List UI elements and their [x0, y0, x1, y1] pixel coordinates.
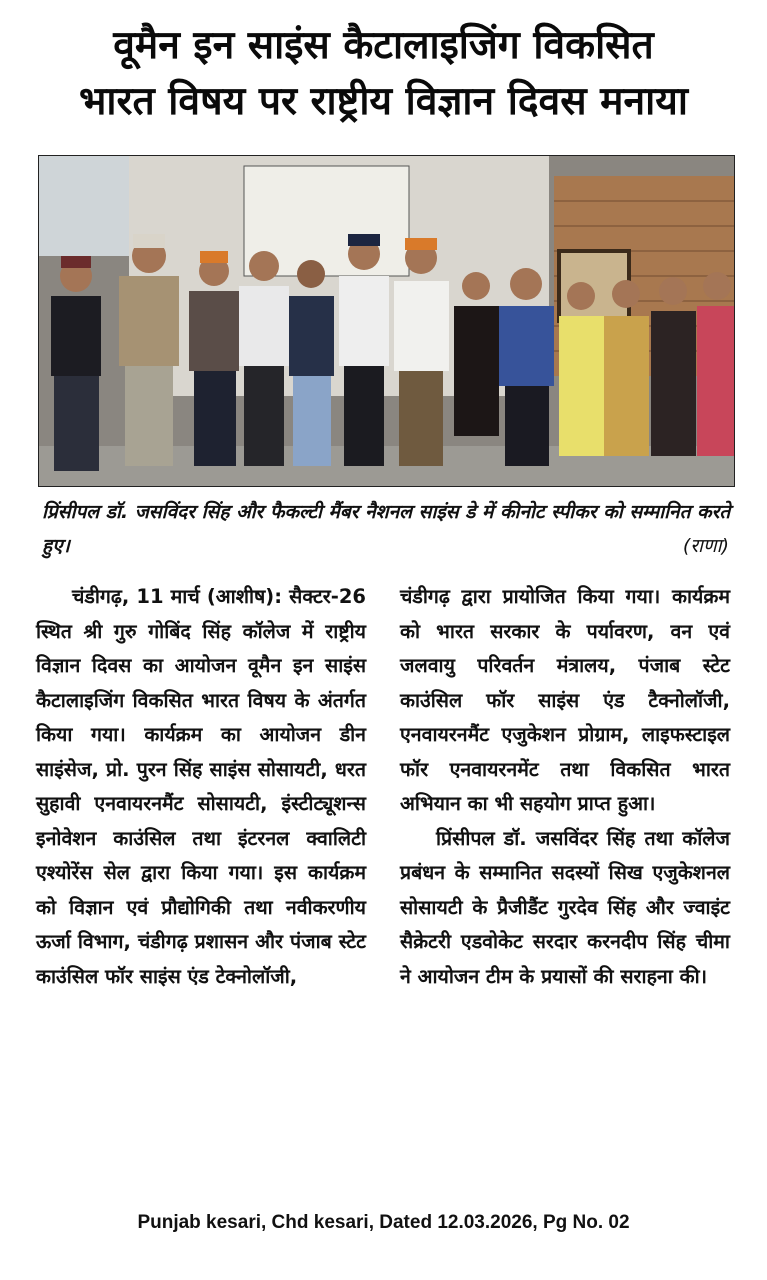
article-paragraph: चंडीगढ़, 11 मार्च (आशीष): सैक्टर-26 स्थित श्री गुरु गोबिंद सिंह कॉलेज में राष्ट्रीय विज्ञान दिवस का आयोजन वूमैन इन साइंस कैटालाइजिंग विकसित भारत विषय के अंतर्गत किया गया। कार्यक्रम का आयोजन डीन साइंसेज, प्रो. पुरन सिंह साइंस सोसायटी, धरत सुहावी एनवायरनमैंट सोसायटी, इंस्टीट्यूशन्स इनोवेशन काउंसिल तथा इंटरनल क्वालिटी एश्योरेंस सेल द्वारा किया गया। इस कार्यक्रम को विज्ञान एवं प्रौद्योगिकी तथा नवीकरणीय ऊर्जा विभाग, चंडीगढ़ प्रशासन और पंजाब स्टेट काउंसिल फॉर साइंस एंड टेक्नोलॉजी,	[36, 585, 366, 988]
article-paragraph: चंडीगढ़ द्वारा प्रायोजित किया गया। कार्यक्रम को भारत सरकार के पर्यावरण, वन एवं जलवायु परिवर्तन मंत्रालय, पंजाब स्टेट काउंसिल फॉर साइंस एंड टैक्नोलॉजी, एनवायरनमैंट एजुकेशन प्रोग्राम, लाइफस्टाइल फॉर एनवायरनमेंट तथा विकसित भारत अभियान का भी सहयोग प्राप्त हुआ।	[400, 585, 730, 815]
photo-caption: प्रिंसीपल डॉ. जसविंदर सिंह और फैकल्टी मैंबर नैशनल साइंस डे में कीनोट स्पीकर को सम्मानित करते हुए।	[42, 501, 731, 557]
group-photo	[38, 155, 735, 487]
photo-credit: (राणा)	[682, 535, 729, 557]
article-column-right	[400, 580, 730, 994]
article-column-left	[36, 580, 366, 994]
group-photo-illustration	[39, 156, 734, 486]
headline-line-2: भारत विषय पर राष्ट्रीय विज्ञान दिवस मनाया	[79, 79, 688, 124]
article-paragraph: प्रिंसीपल डॉ. जसविंदर सिंह तथा कॉलेज प्रबंधन के सम्मानित सदस्यों सिख एजुकेशनल सोसायटी के प्रैजीडैंट गुरदेव सिंह और ज्वाइंट सैक्रेटरी एडवोकेट सरदार करनदीप सिंह चीमा ने आयोजन टीम के प्रयासों की सराहना की।	[400, 826, 730, 988]
source-footer: Punjab kesari, Chd kesari, Dated 12.03.2026, Pg No. 02	[137, 1212, 630, 1233]
headline	[20, 18, 747, 130]
headline-line-1: वूमैन इन साइंस कैटालाइजिंग विकसित	[113, 23, 654, 68]
